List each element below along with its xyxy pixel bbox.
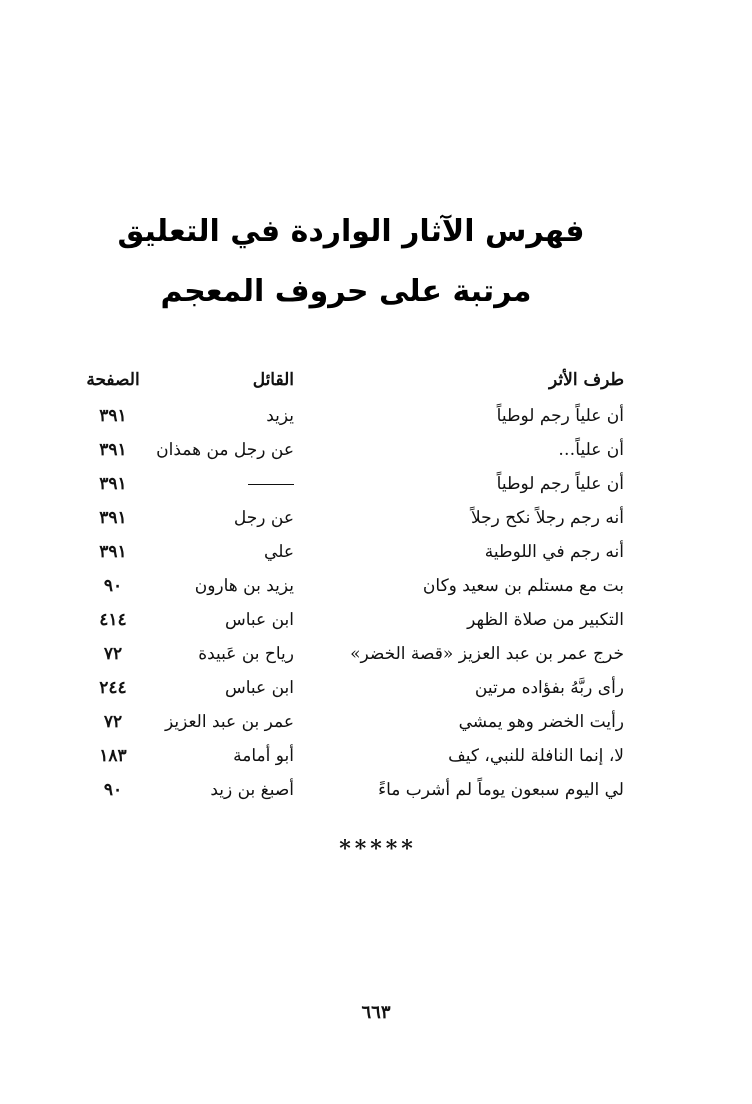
table-row xyxy=(74,402,624,436)
athar-text: أن علياً رجم لوطياً xyxy=(496,474,624,494)
header-sayer: القائل xyxy=(252,370,294,390)
index-subtitle: مرتبة على حروف المعجم xyxy=(160,274,532,309)
page-ref: ٧٢ xyxy=(103,712,123,732)
sayer-dash xyxy=(248,470,294,498)
table-row xyxy=(74,572,624,606)
table-header-row xyxy=(74,366,624,402)
athar-text: أن علياً رجم لوطياً xyxy=(496,406,624,426)
table-row xyxy=(74,436,624,470)
index-title: فهرس الآثار الواردة في التعليق xyxy=(117,214,585,249)
sayer-text: عمر بن عبد العزيز xyxy=(164,712,294,732)
table-row xyxy=(74,538,624,572)
athar-text: أنه رجم في اللوطية xyxy=(484,542,624,562)
table-row xyxy=(74,504,624,538)
header-athar: طرف الأثر xyxy=(549,370,624,390)
table-row xyxy=(74,708,624,742)
athar-text: خرج عمر بن عبد العزيز «قصة الخضر» xyxy=(350,644,624,664)
table-row xyxy=(74,640,624,674)
athar-text: أن علياً… xyxy=(558,440,624,460)
page-ref: ٧٢ xyxy=(103,644,123,664)
section-separator: ***** xyxy=(339,836,417,862)
sayer-text: عن رجل من همذان xyxy=(156,440,294,460)
table-row xyxy=(74,606,624,640)
table-row xyxy=(74,674,624,708)
sayer-text: يزيد xyxy=(266,406,294,426)
header-page: الصفحة xyxy=(86,370,140,390)
page-ref: ٣٩١ xyxy=(99,440,127,460)
page-ref: ٣٩١ xyxy=(99,508,127,528)
sayer-text: أبو أمامة xyxy=(233,746,294,766)
page-ref: ٣٩١ xyxy=(99,474,127,494)
athar-text: التكبير من صلاة الظهر xyxy=(467,610,624,630)
athar-text: أنه رجم رجلاً نكح رجلاً xyxy=(470,508,624,528)
page-ref: ٢٤٤ xyxy=(99,678,127,698)
table-row xyxy=(74,776,624,810)
page-ref: ٣٩١ xyxy=(99,542,127,562)
table-row xyxy=(74,470,624,504)
page-number: ٦٦٣ xyxy=(361,1002,391,1023)
page-ref: ٩٠ xyxy=(103,576,123,596)
sayer-text: ابن عباس xyxy=(224,678,294,698)
athar-text: رأى ربَّهُ بفؤاده مرتين xyxy=(474,678,624,698)
sayer-text: عن رجل xyxy=(233,508,294,528)
page-ref: ١٨٣ xyxy=(99,746,127,766)
athar-text: رأيت الخضر وهو يمشي xyxy=(458,712,624,732)
sayer-text: ابن عباس xyxy=(224,610,294,630)
table-row xyxy=(74,742,624,776)
ditto-dash xyxy=(248,484,294,485)
sayer-text: أصبغ بن زيد xyxy=(210,780,294,800)
page-ref: ٣٩١ xyxy=(99,406,127,426)
page-ref: ٩٠ xyxy=(103,780,123,800)
page-ref: ٤١٤ xyxy=(99,610,127,630)
athar-text: بت مع مستلم بن سعيد وكان xyxy=(422,576,624,596)
athar-index-table xyxy=(74,366,624,810)
sayer-text: يزيد بن هارون xyxy=(194,576,294,596)
athar-text: لا، إنما النافلة للنبي، كيف xyxy=(448,746,624,766)
athar-text: لي اليوم سبعون يوماً لم أشرب ماءً xyxy=(378,780,624,800)
sayer-text: رياح بن عَبيدة xyxy=(198,644,294,664)
sayer-text: علي xyxy=(264,542,294,562)
